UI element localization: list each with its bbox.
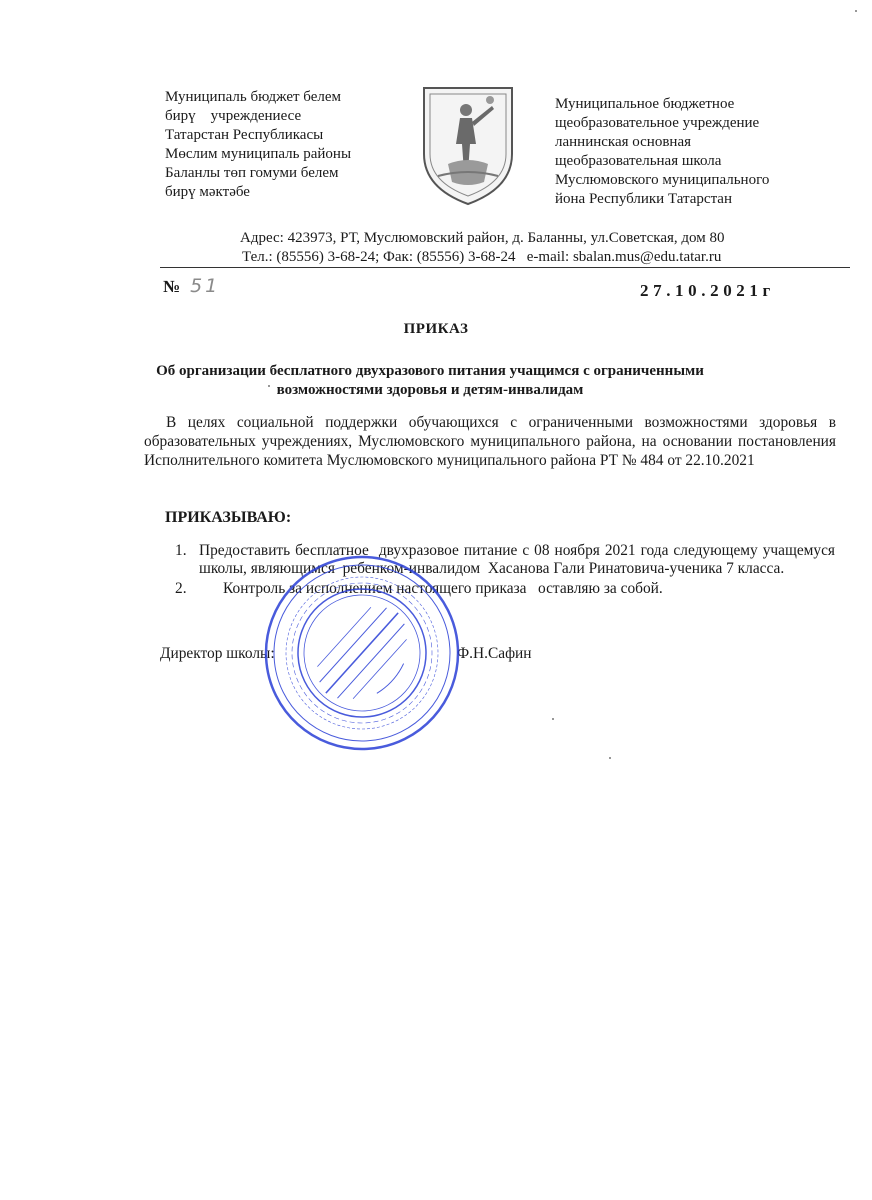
contacts-line: Тел.: (85556) 3-68-24; Фак: (85556) 3-68-24 e-mail: sbalan.mus@edu.tatar.ru bbox=[242, 249, 722, 265]
order-item-text: Контроль за исполнением настоящего приказа оставляю за собой. bbox=[223, 580, 663, 597]
order-number-label: № bbox=[163, 277, 181, 296]
order-subject bbox=[156, 362, 704, 400]
header-russian-line: Муниципальное бюджетное bbox=[555, 96, 735, 112]
address-block bbox=[240, 229, 724, 267]
header-tatar-line: Баланлы төп гомуми белем bbox=[165, 165, 339, 181]
header-russian-block bbox=[555, 95, 769, 209]
address-line: Адрес: 423973, РТ, Муслюмовский район, д. Баланны, ул.Советская, дом 80 bbox=[240, 230, 725, 246]
signer-name: Ф.Н.Сафин bbox=[457, 645, 532, 662]
signer-role: Директор школы: bbox=[160, 645, 275, 662]
header-tatar-line: Татарстан Республикасы bbox=[165, 127, 324, 143]
header-divider bbox=[160, 267, 850, 268]
document-title: ПРИКАЗ bbox=[403, 321, 469, 337]
header-tatar-line: Мөслим муниципаль районы bbox=[165, 146, 352, 162]
header-tatar-line: бирү мәктәбе bbox=[165, 184, 250, 200]
official-stamp-icon bbox=[262, 553, 462, 753]
header-russian-line: йона Республики Татарстан bbox=[555, 191, 732, 207]
order-item-number: 2. bbox=[175, 580, 187, 597]
scan-speck bbox=[552, 718, 554, 720]
scan-speck bbox=[268, 385, 270, 387]
subject-line: Об организации бесплатного двухразового питания учащимся с ограниченными bbox=[156, 363, 704, 379]
subject-line: возможностями здоровья и детям-инвалидам bbox=[276, 382, 584, 398]
order-number-handwritten: 51 bbox=[190, 275, 221, 297]
scan-speck bbox=[855, 10, 857, 12]
header-russian-line: щеобразовательное учреждение bbox=[555, 115, 760, 131]
order-number bbox=[163, 275, 220, 297]
coat-of-arms-icon bbox=[418, 84, 518, 208]
header-tatar-block bbox=[165, 88, 351, 202]
header-russian-line: щеобразовательная школа bbox=[555, 153, 722, 169]
order-date: 27.10.2021г bbox=[640, 281, 775, 300]
order-item-text: Предоставить бесплатное двухразовое питание с 08 ноября 2021 года следующему учащемуся школы, являющимся ребенком-инвалидом Хасанова Гали Ринатовича-ученика 7 класса. bbox=[199, 542, 839, 577]
header-russian-line: ланнинская основная bbox=[555, 134, 692, 150]
decree-heading: ПРИКАЗЫВАЮ: bbox=[165, 509, 292, 526]
order-item-number: 1. bbox=[175, 542, 187, 559]
header-tatar-line: бирү учреждениесе bbox=[165, 108, 302, 124]
scan-speck bbox=[609, 757, 611, 759]
header-russian-line: Муслюмовского муниципального bbox=[555, 172, 770, 188]
header-tatar-line: Муниципаль бюджет белем bbox=[165, 89, 342, 105]
preamble-paragraph: В целях социальной поддержки обучающихся с ограниченными возможностями здоровья в образовательных учреждениях, Муслюмовского муниципального района, на основании постановления Исполнительного комитета Муслюмовского муниципального района РТ № 484 от 22.10.2021 bbox=[144, 414, 836, 469]
